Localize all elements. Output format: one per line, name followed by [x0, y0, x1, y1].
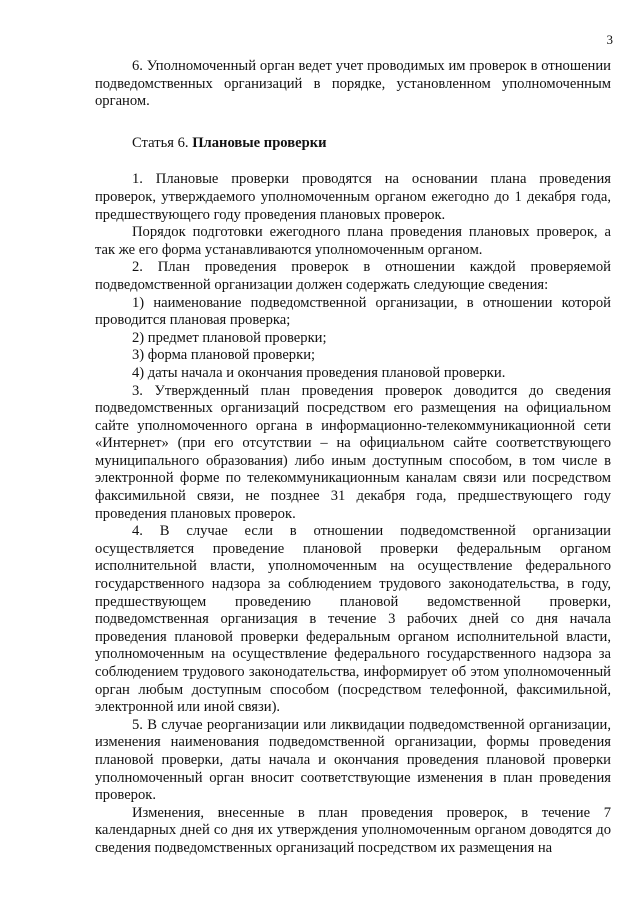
- paragraph: 1. Плановые проверки проводятся на основании плана проведения проверок, утверждаемого уполномоченным органом ежегодно до 1 декабря года, предшествующего году проведения плановых проверок.: [95, 171, 611, 223]
- paragraph: 2. План проведения проверок в отношении каждой проверяемой подведомственной организации должен содержать следующие сведения:: [95, 259, 611, 293]
- paragraph: 5. В случае реорганизации или ликвидации подведомственной организации, изменения наименования подведомственной организации, формы проведения плановой проверки, даты начала и окончания проведения плановой проверки уполномоченный орган вносит соответствующие изменения в план проведения проверок.: [95, 716, 611, 804]
- article-title: Плановые проверки: [192, 134, 327, 151]
- paragraph: 4. В случае если в отношении подведомственной организации осуществляется проведение плановой проверки федеральным органом исполнительной власти, уполномоченным на осуществление федерального государственного надзора за соблюдением трудового законодательства, в году, предшествующем проведению плановой ведомственной проверки, подведомственная организация в течение 3 рабочих дней со дня начала проведения плановой проверки федеральным органом исполнительной власти, уполномоченным на осуществление федерального государственного надзора за соблюдением трудового законодательства, информирует об этом уполномоченный орган любым доступным способом (посредством телефонной, факсимильной, электронной или иной связи).: [95, 523, 611, 716]
- paragraph: Изменения, внесенные в план проведения проверок, в течение 7 календарных дней со дня их утверждения уполномоченным органом доводятся до сведения подведомственных организаций посредством их размещения на: [95, 804, 611, 856]
- paragraph-6-accounting: 6. Уполномоченный орган ведет учет проводимых им проверок в отношении подведомственных организаций в порядке, установленном уполномоченным органом.: [95, 58, 611, 110]
- article-heading: [95, 135, 611, 153]
- list-item: 1) наименование подведомственной организации, в отношении которой проводится плановая проверка;: [95, 294, 611, 329]
- paragraph: 3. Утвержденный план проведения проверок доводится до сведения подведомственных организаций посредством его размещения на официальном сайте уполномоченного органа в информационно-телекоммуникационной сети «Интернет» (при его отсутствии – на официальном сайте соответствующего муниципального образования) либо иным доступным способом, в том числе в электронной форме по телекоммуникационным каналам связи или посредством факсимильной связи, не позднее 31 декабря года, предшествующего году проведения плановых проверок.: [95, 382, 611, 522]
- article-body: [95, 171, 611, 857]
- page-number: 3: [606, 32, 613, 47]
- paragraph: Порядок подготовки ежегодного плана проведения плановых проверок, а так же его форма устанавливаются уполномоченным органом.: [95, 224, 611, 258]
- document-body: [95, 58, 611, 858]
- list-item: 4) даты начала и окончания проведения плановой проверки.: [132, 364, 506, 381]
- list-item: 3) форма плановой проверки;: [132, 347, 316, 364]
- article-prefix: Статья 6.: [132, 134, 189, 151]
- list-item: 2) предмет плановой проверки;: [132, 329, 327, 346]
